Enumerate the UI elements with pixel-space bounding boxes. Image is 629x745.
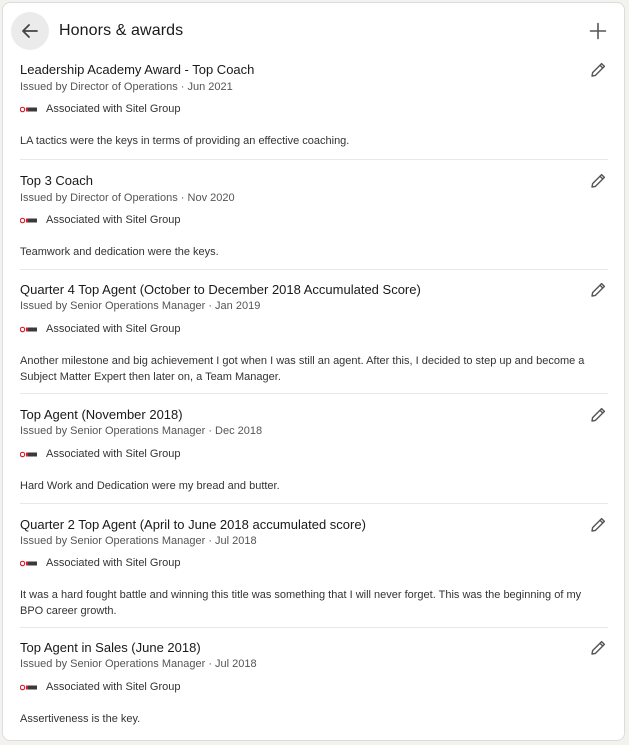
award-description: It was a hard fought battle and winning this title was something that I will never forget. This was the beginning of my BPO career growth.: [20, 589, 582, 617]
edit-award-button[interactable]: [586, 58, 610, 82]
pencil-icon: [589, 639, 607, 657]
award-description: Another milestone and big achievement I got when I was still an agent. After this, I decided to step up and become a Subject Matter Expert then later on, a Team Manager.: [20, 355, 585, 383]
association-label: Associated with Sitel Group: [46, 448, 181, 460]
section-header: [3, 3, 624, 59]
award-issuer: Issued by Director of Operations · Jun 2021: [20, 81, 233, 93]
association-label: Associated with Sitel Group: [46, 103, 181, 115]
award-issuer: Issued by Senior Operations Manager · Jan 2019: [20, 300, 261, 312]
award-description: Assertiveness is the key.: [20, 713, 141, 725]
sitel-logo-icon: [20, 450, 38, 459]
award-item: [20, 628, 608, 738]
back-button[interactable]: [11, 12, 49, 50]
award-issuer: Issued by Senior Operations Manager · Jul 2018: [20, 535, 257, 547]
pencil-icon: [589, 516, 607, 534]
sitel-logo-icon: [20, 559, 38, 568]
awards-list: [3, 59, 624, 738]
award-title: Quarter 4 Top Agent (October to December 2018 Accumulated Score): [20, 282, 421, 297]
sitel-logo-icon: [20, 105, 38, 114]
award-title: Top Agent (November 2018): [20, 407, 183, 422]
award-item: [20, 504, 608, 628]
award-issuer: Issued by Director of Operations · Nov 2020: [20, 192, 235, 204]
award-item: [20, 394, 608, 504]
award-association: [20, 323, 181, 335]
award-association: [20, 448, 181, 460]
award-issuer: Issued by Senior Operations Manager · Jul 2018: [20, 658, 257, 670]
edit-award-button[interactable]: [586, 513, 610, 537]
association-label: Associated with Sitel Group: [46, 214, 181, 226]
award-item: [20, 59, 608, 160]
award-description: LA tactics were the keys in terms of providing an effective coaching.: [20, 135, 350, 147]
award-title: Quarter 2 Top Agent (April to June 2018 accumulated score): [20, 517, 366, 532]
award-title: Top 3 Coach: [20, 173, 93, 188]
pencil-icon: [589, 281, 607, 299]
award-title: Top Agent in Sales (June 2018): [20, 640, 201, 655]
award-title: Leadership Academy Award - Top Coach: [20, 62, 255, 77]
sitel-logo-icon: [20, 683, 38, 692]
award-item: [20, 160, 608, 270]
award-description: Teamwork and dedication were the keys.: [20, 246, 219, 258]
page-title: Honors & awards: [59, 22, 184, 39]
add-award-button[interactable]: [584, 17, 612, 45]
edit-award-button[interactable]: [586, 278, 610, 302]
pencil-icon: [589, 61, 607, 79]
award-description: Hard Work and Dedication were my bread and butter.: [20, 480, 280, 492]
award-association: [20, 557, 181, 569]
association-label: Associated with Sitel Group: [46, 681, 181, 693]
award-issuer: Issued by Senior Operations Manager · Dec 2018: [20, 425, 263, 437]
award-association: [20, 103, 181, 115]
plus-icon: [589, 22, 607, 40]
arrow-left-icon: [20, 21, 40, 41]
edit-award-button[interactable]: [586, 403, 610, 427]
pencil-icon: [589, 172, 607, 190]
edit-award-button[interactable]: [586, 169, 610, 193]
association-label: Associated with Sitel Group: [46, 557, 181, 569]
award-association: [20, 214, 181, 226]
honors-awards-card: [2, 2, 625, 741]
award-item: [20, 270, 608, 394]
association-label: Associated with Sitel Group: [46, 323, 181, 335]
award-association: [20, 681, 181, 693]
edit-award-button[interactable]: [586, 636, 610, 660]
sitel-logo-icon: [20, 325, 38, 334]
sitel-logo-icon: [20, 216, 38, 225]
pencil-icon: [589, 406, 607, 424]
